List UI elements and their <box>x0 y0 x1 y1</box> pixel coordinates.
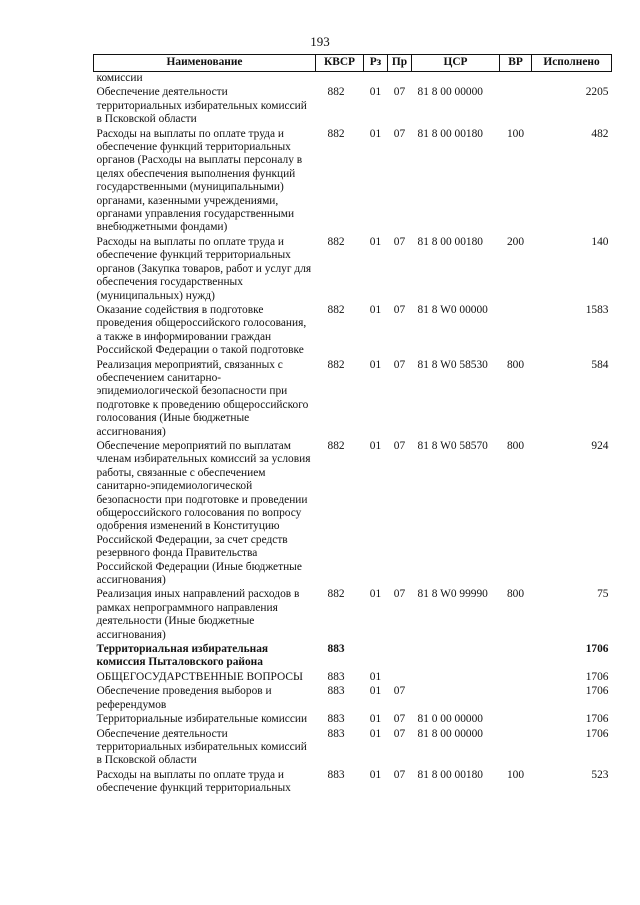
table-row <box>94 671 612 685</box>
cell-csr <box>412 72 500 87</box>
cell-name: Территориальная избирательная комиссия Пыталовского района <box>96 643 269 669</box>
cell-csr: 81 0 00 00000 <box>417 713 483 726</box>
table-row <box>94 128 612 236</box>
cell-sum: 482 <box>591 127 609 140</box>
cell-name: Расходы на выплаты по оплате труда и обеспечение функций территориальных <box>96 768 291 795</box>
cell-name: Территориальные избирательные комиссии <box>96 713 308 726</box>
cell-kvsr <box>316 72 364 87</box>
cell-rz: 01 <box>369 670 382 683</box>
cell-pr: 07 <box>393 358 406 371</box>
cell-kvsr: 882 <box>327 439 345 452</box>
cell-pr <box>388 643 412 671</box>
cell-sum: 2205 <box>585 86 609 99</box>
budget-table <box>93 54 612 797</box>
cell-kvsr: 883 <box>327 643 345 656</box>
cell-name: Реализация иных направлений расходов в рамках непрограммного направления деятельности (Иные бюджетные ассигнования) <box>96 588 300 641</box>
cell-name: Оказание содействия в подготовке проведения общероссийского голосования, а также в информировании граждан Российской Федерации о такой подготовке <box>96 303 307 357</box>
cell-kvsr: 882 <box>327 588 345 601</box>
cell-csr <box>412 643 500 671</box>
cell-csr: 81 8 00 00000 <box>417 86 483 99</box>
cell-vr <box>500 643 532 671</box>
cell-vr: 100 <box>506 768 525 781</box>
table-row <box>94 304 612 359</box>
cell-vr: 800 <box>506 588 525 601</box>
cell-sum: 523 <box>591 768 609 781</box>
table-header-row <box>94 55 612 72</box>
cell-vr <box>500 304 532 359</box>
cell-sum: 1706 <box>585 685 609 698</box>
cell-kvsr: 882 <box>327 86 345 99</box>
cell-vr <box>500 713 532 727</box>
cell-rz: 01 <box>369 588 382 601</box>
cell-rz: 01 <box>369 439 382 452</box>
table-body <box>94 72 612 797</box>
cell-vr: 800 <box>506 358 525 371</box>
cell-csr: 81 8 00 00180 <box>417 127 483 140</box>
cell-pr <box>388 671 412 685</box>
table-row <box>94 769 612 797</box>
cell-pr: 07 <box>393 588 406 601</box>
cell-kvsr: 882 <box>327 303 345 316</box>
cell-sum: 1583 <box>585 303 609 316</box>
cell-name: Обеспечение деятельности территориальных избирательных комиссий в Псковской области <box>96 727 307 767</box>
cell-vr <box>500 728 532 769</box>
cell-rz: 01 <box>369 768 382 781</box>
cell-rz: 01 <box>369 235 382 248</box>
cell-kvsr: 882 <box>327 358 345 371</box>
cell-csr: 81 8 00 00180 <box>417 235 483 248</box>
cell-csr: 81 8 W0 58530 <box>417 358 488 371</box>
table-row <box>94 72 612 87</box>
cell-vr <box>500 86 532 127</box>
table-row <box>94 713 612 727</box>
cell-sum: 1706 <box>585 713 609 726</box>
cell-pr: 07 <box>393 685 406 698</box>
page-number: 193 <box>310 34 330 49</box>
cell-csr <box>412 685 500 713</box>
cell-kvsr: 883 <box>327 670 345 683</box>
table-row <box>94 643 612 671</box>
table-row <box>94 236 612 304</box>
cell-vr: 800 <box>506 439 525 452</box>
cell-kvsr: 883 <box>327 768 345 781</box>
table-row <box>94 728 612 769</box>
cell-rz: 01 <box>369 685 382 698</box>
cell-csr <box>412 671 500 685</box>
cell-pr <box>388 72 412 87</box>
cell-rz: 01 <box>369 303 382 316</box>
cell-pr: 07 <box>393 727 406 740</box>
header-csr: ЦСР <box>412 55 500 72</box>
cell-kvsr: 882 <box>327 127 345 140</box>
cell-sum: 140 <box>591 235 609 248</box>
cell-sum <box>532 72 612 87</box>
cell-pr: 07 <box>393 439 406 452</box>
cell-csr: 81 8 W0 99990 <box>417 588 488 601</box>
cell-kvsr: 883 <box>327 685 345 698</box>
cell-kvsr: 883 <box>327 727 345 740</box>
header-kvsr: КВСР <box>316 55 364 72</box>
cell-csr: 81 8 00 00180 <box>417 768 483 781</box>
cell-pr: 07 <box>393 768 406 781</box>
table-row <box>94 685 612 713</box>
cell-kvsr: 883 <box>327 713 345 726</box>
header-name: Наименование <box>94 55 316 72</box>
cell-vr <box>500 72 532 87</box>
cell-csr: 81 8 W0 58570 <box>417 439 488 452</box>
cell-name: Обеспечение деятельности территориальных избирательных комиссий в Псковской области <box>96 86 307 126</box>
cell-rz: 01 <box>369 727 382 740</box>
header-vr: ВР <box>500 55 532 72</box>
cell-name: Расходы на выплаты по оплате труда и обеспечение функций территориальных органов (Расходы на выплаты персоналу в целях обеспечения выполнения функций государственными (муниципальными) органами, казенными учреждениями, органами управления государственными внебюджетными фондами) <box>96 127 303 234</box>
table-row <box>94 359 612 440</box>
cell-rz <box>364 72 388 87</box>
cell-pr: 07 <box>393 86 406 99</box>
table-row <box>94 86 612 127</box>
cell-vr: 200 <box>506 235 525 248</box>
cell-csr: 81 8 00 00000 <box>417 727 483 740</box>
cell-rz: 01 <box>369 127 382 140</box>
cell-name: Реализация мероприятий, связанных с обеспечением санитарно-эпидемиологической безопасности при подготовке к проведению общероссийского голосования (Иные бюджетные ассигнования) <box>96 358 309 438</box>
cell-name: Обеспечение мероприятий по выплатам членам избирательных комиссий за условия работы, связанные с обеспечением санитарно-эпидемиологической безопасности при подготовке и проведении общероссийского голосования по вопросу одобрения изменений в Конституцию Российской Федерации, за счет средств резервного фонда Правительства Российской Федерации (Иные бюджетные ассигнования) <box>96 439 311 587</box>
table-row <box>94 440 612 588</box>
cell-pr: 07 <box>393 713 406 726</box>
cell-sum: 1706 <box>585 727 609 740</box>
cell-sum: 584 <box>591 358 609 371</box>
cell-name: комиссии <box>96 72 143 84</box>
cell-kvsr: 882 <box>327 235 345 248</box>
cell-name: ОБЩЕГОСУДАРСТВЕННЫЕ ВОПРОСЫ <box>96 670 303 683</box>
cell-rz <box>364 643 388 671</box>
cell-name: Обеспечение проведения выборов и референдумов <box>96 685 272 711</box>
cell-csr: 81 8 W0 00000 <box>417 303 488 316</box>
cell-pr: 07 <box>393 303 406 316</box>
cell-pr: 07 <box>393 235 406 248</box>
table-row <box>94 588 612 643</box>
cell-rz: 01 <box>369 358 382 371</box>
cell-rz: 01 <box>369 713 382 726</box>
header-sum: Исполнено <box>532 55 612 72</box>
header-rz: Рз <box>364 55 388 72</box>
cell-pr: 07 <box>393 127 406 140</box>
cell-sum: 924 <box>591 439 609 452</box>
cell-vr: 100 <box>506 127 525 140</box>
cell-sum: 1706 <box>585 643 609 656</box>
cell-vr <box>500 685 532 713</box>
header-pr: Пр <box>388 55 412 72</box>
cell-name: Расходы на выплаты по оплате труда и обеспечение функций территориальных органов (Закупка товаров, работ и услуг для обеспечения государственных (муниципальных) нужд) <box>96 235 312 302</box>
cell-sum: 75 <box>597 588 609 601</box>
cell-vr <box>500 671 532 685</box>
cell-sum: 1706 <box>585 670 609 683</box>
cell-rz: 01 <box>369 86 382 99</box>
